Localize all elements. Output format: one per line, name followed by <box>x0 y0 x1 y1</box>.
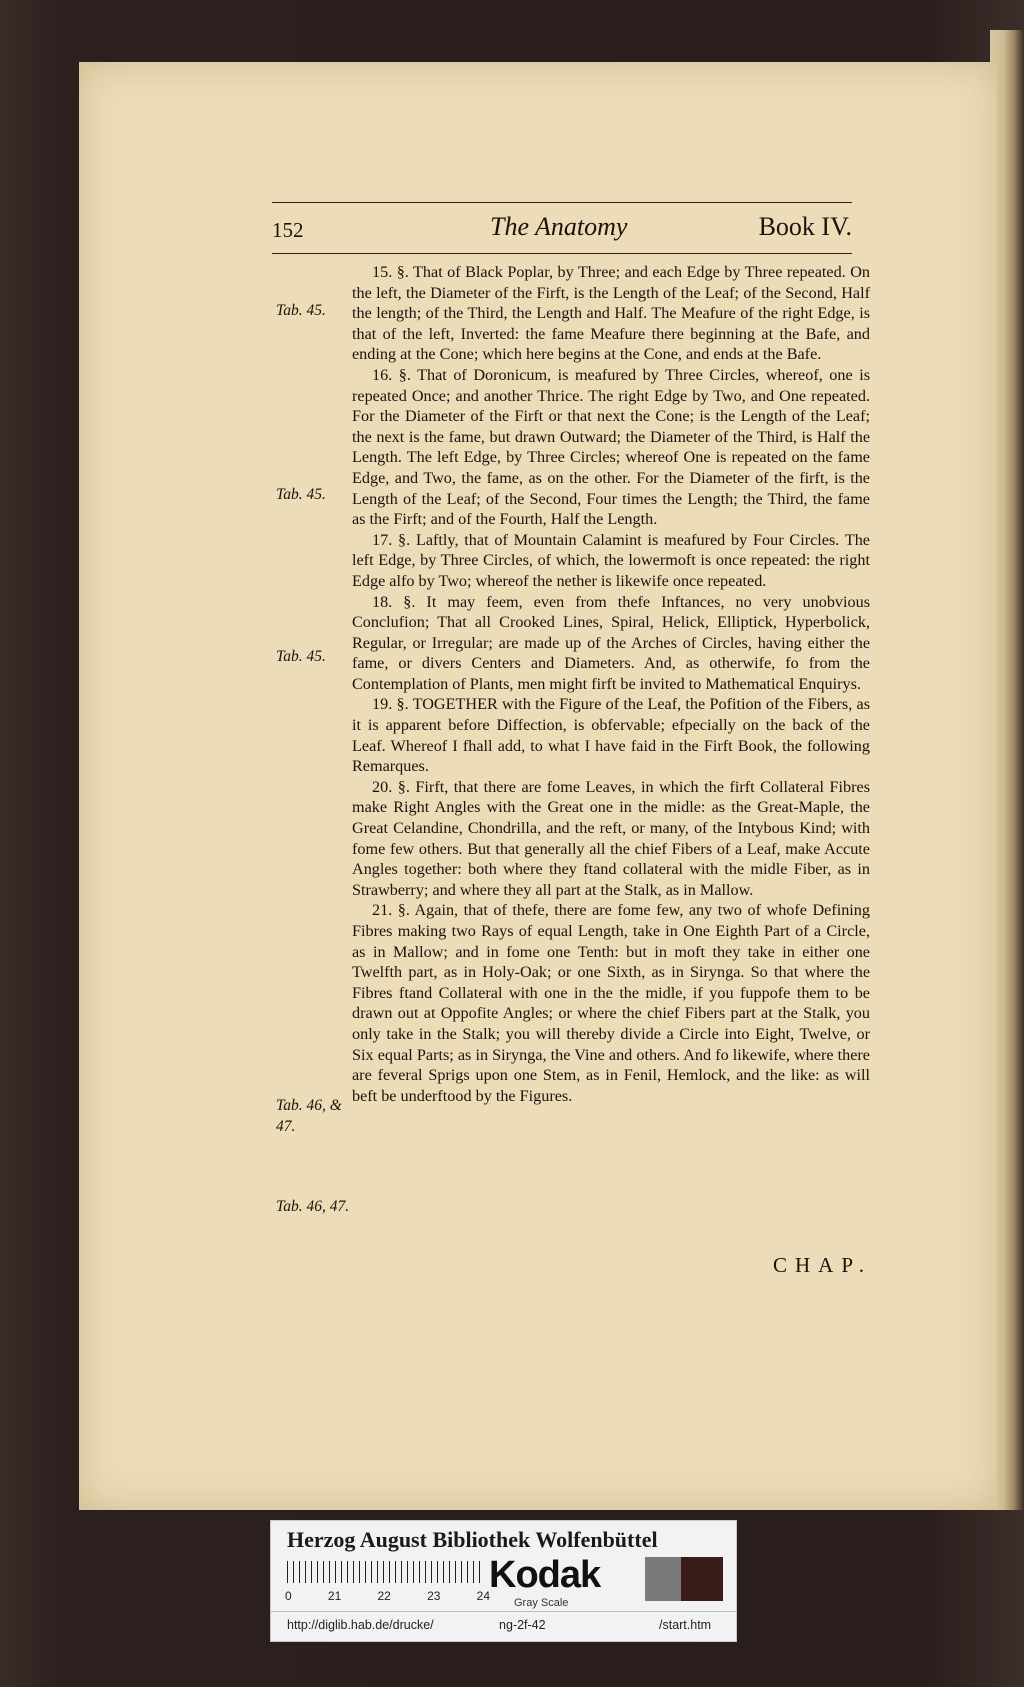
url-right: /start.htm <box>659 1618 712 1632</box>
ruler-number: 24 <box>476 1589 490 1603</box>
kodak-logo: Kodak <box>489 1554 601 1596</box>
url-mid: ng-2f-42 <box>499 1618 546 1632</box>
header-rule-top <box>272 202 852 203</box>
paragraph-15: 15. §. That of Black Poplar, by Three; and each Edge by Three repeated. On the left, the Diameter of the Firft, is the Length of the Leaf; of the Second, Half the length; of the Third, the Length and Half. The Meafure of the right Edge, is that of the left, Inverted: the fame Meafure there beginning at the Bafe, and ending at the Cone; which here begins at the Cone, and ends at the Bafe. <box>352 263 870 364</box>
book-label: Book IV. <box>758 212 852 241</box>
margin-note: Tab. 45. <box>276 486 326 503</box>
card-divider <box>271 1611 736 1612</box>
paragraph-18: 18. §. It may feem, even from thefe Inftances, no very unobvious Conclufion; That all Crooked Lines, Spiral, Helick, Elliptick, Hyperbolick, Regular, or Irregular; are made up of the Arches of Circles, having either the fame, or divers Centers and Diameters. And, as otherwife, fo from the Contemplation of Plants, men might firft be invited to Mathematical Enquirys. <box>352 592 870 693</box>
margin-note: Tab. 46, 47. <box>276 1198 350 1215</box>
catchword: CHAP. <box>773 1253 872 1277</box>
ruler-number: 22 <box>377 1589 391 1603</box>
margin-note: Tab. 45. <box>276 302 326 319</box>
paragraph-20: 20. §. Firft, that there are fome Leaves, in which the firft Collateral Fibres make Right Angles with the Great one in the midle: as the Great-Maple, the Great Celandine, Chondrilla, and the reft, or many, of the Intybous Kind; with fome few others. But that generally all the chief Fibers of a Leaf, make Accute Angles together: both where they ftand collateral with the midle Fiber, as in Strawberry; and where they all part at the Stalk, as in Mallow. <box>352 777 870 899</box>
margin-note: Tab. 45. <box>276 648 326 665</box>
running-title: The Anatomy <box>490 212 628 241</box>
gray-swatch <box>645 1557 681 1601</box>
margin-note: Tab. 46, & <box>276 1097 342 1114</box>
margin-note: 47. <box>276 1118 296 1135</box>
ruler-number: 21 <box>327 1589 342 1603</box>
paragraph-19: 19. §. TOGETHER with the Figure of the Leaf, the Pofition of the Fibers, as it is apparent before Diffection, is obfervable; efpecially on the back of the Leaf. Whereof I fhall add, to what I have faid in the Firft Book, the following Remarques. <box>352 695 870 776</box>
page-number: 152 <box>272 218 304 242</box>
library-name: Herzog August Bibliothek Wolfenbüttel <box>287 1527 658 1552</box>
ruler-scale <box>287 1561 483 1583</box>
ruler-numbers <box>285 1589 490 1603</box>
dark-swatch <box>681 1557 723 1601</box>
library-color-card <box>270 1520 737 1642</box>
url-left: http://diglib.hab.de/drucke/ <box>287 1618 434 1632</box>
paragraph-16: 16. §. That of Doronicum, is meafured by Three Circles, whereof, one is repeated Once; and another Thrice. The right Edge by Two, and One repeated. For the Diameter of the Firft or that next the Cone; is the Length of the Leaf; the next is the fame, but drawn Outward; the Diameter of the Third, is Half the Length. The left Edge, by Three Circles; whereof One is repeated on the fame Edge, and Two, the fame, as on the other. For the Diameter of the firft, is the Length of the Leaf; of the Second, Four times the Length; the Third, the fame as the Firft; and of the Fourth, Half the Length. <box>352 365 870 529</box>
ruler-number: 0 <box>285 1589 292 1603</box>
ruler-number: 23 <box>427 1589 441 1603</box>
gray-scale-label: Gray Scale <box>514 1597 569 1609</box>
running-head <box>272 212 852 248</box>
header-rule-bottom <box>272 253 852 254</box>
paragraph-17: 17. §. Laftly, that of Mountain Calamint is meafured by Four Circles. The left Edge, by Three Circles, of which, the lowermoft is once repeated: the right Edge alfo by Two; whereof the nether is likewife once repeated. <box>352 530 870 590</box>
paragraph-21: 21. §. Again, that of thefe, there are fome few, any two of whofe Defining Fibres making two Rays of equal Length, take in One Eighth Part of a Circle, as in Mallow; and in fome one Tenth: but in moft they take in either one Twelfth part, as in Holy-Oak; or one Sixth, as in Sirynga. So that where the Fibres ftand Collateral with one in the the midle, if you fuppofe them to be drawn out at Oppofite Angles; or where the chief Fibers part at the Stalk, you only take in the Stalk; you will thereby divide a Circle into Eight, Twelve, or Six equal Parts; as in Sirynga, the Vine and others. And fo likewife, where there are feveral Sprigs upon one Stem, as in Fenil, Hemlock, and the like: as will beft be underftood by the Figures. <box>352 901 870 1105</box>
body-text <box>352 262 870 1106</box>
